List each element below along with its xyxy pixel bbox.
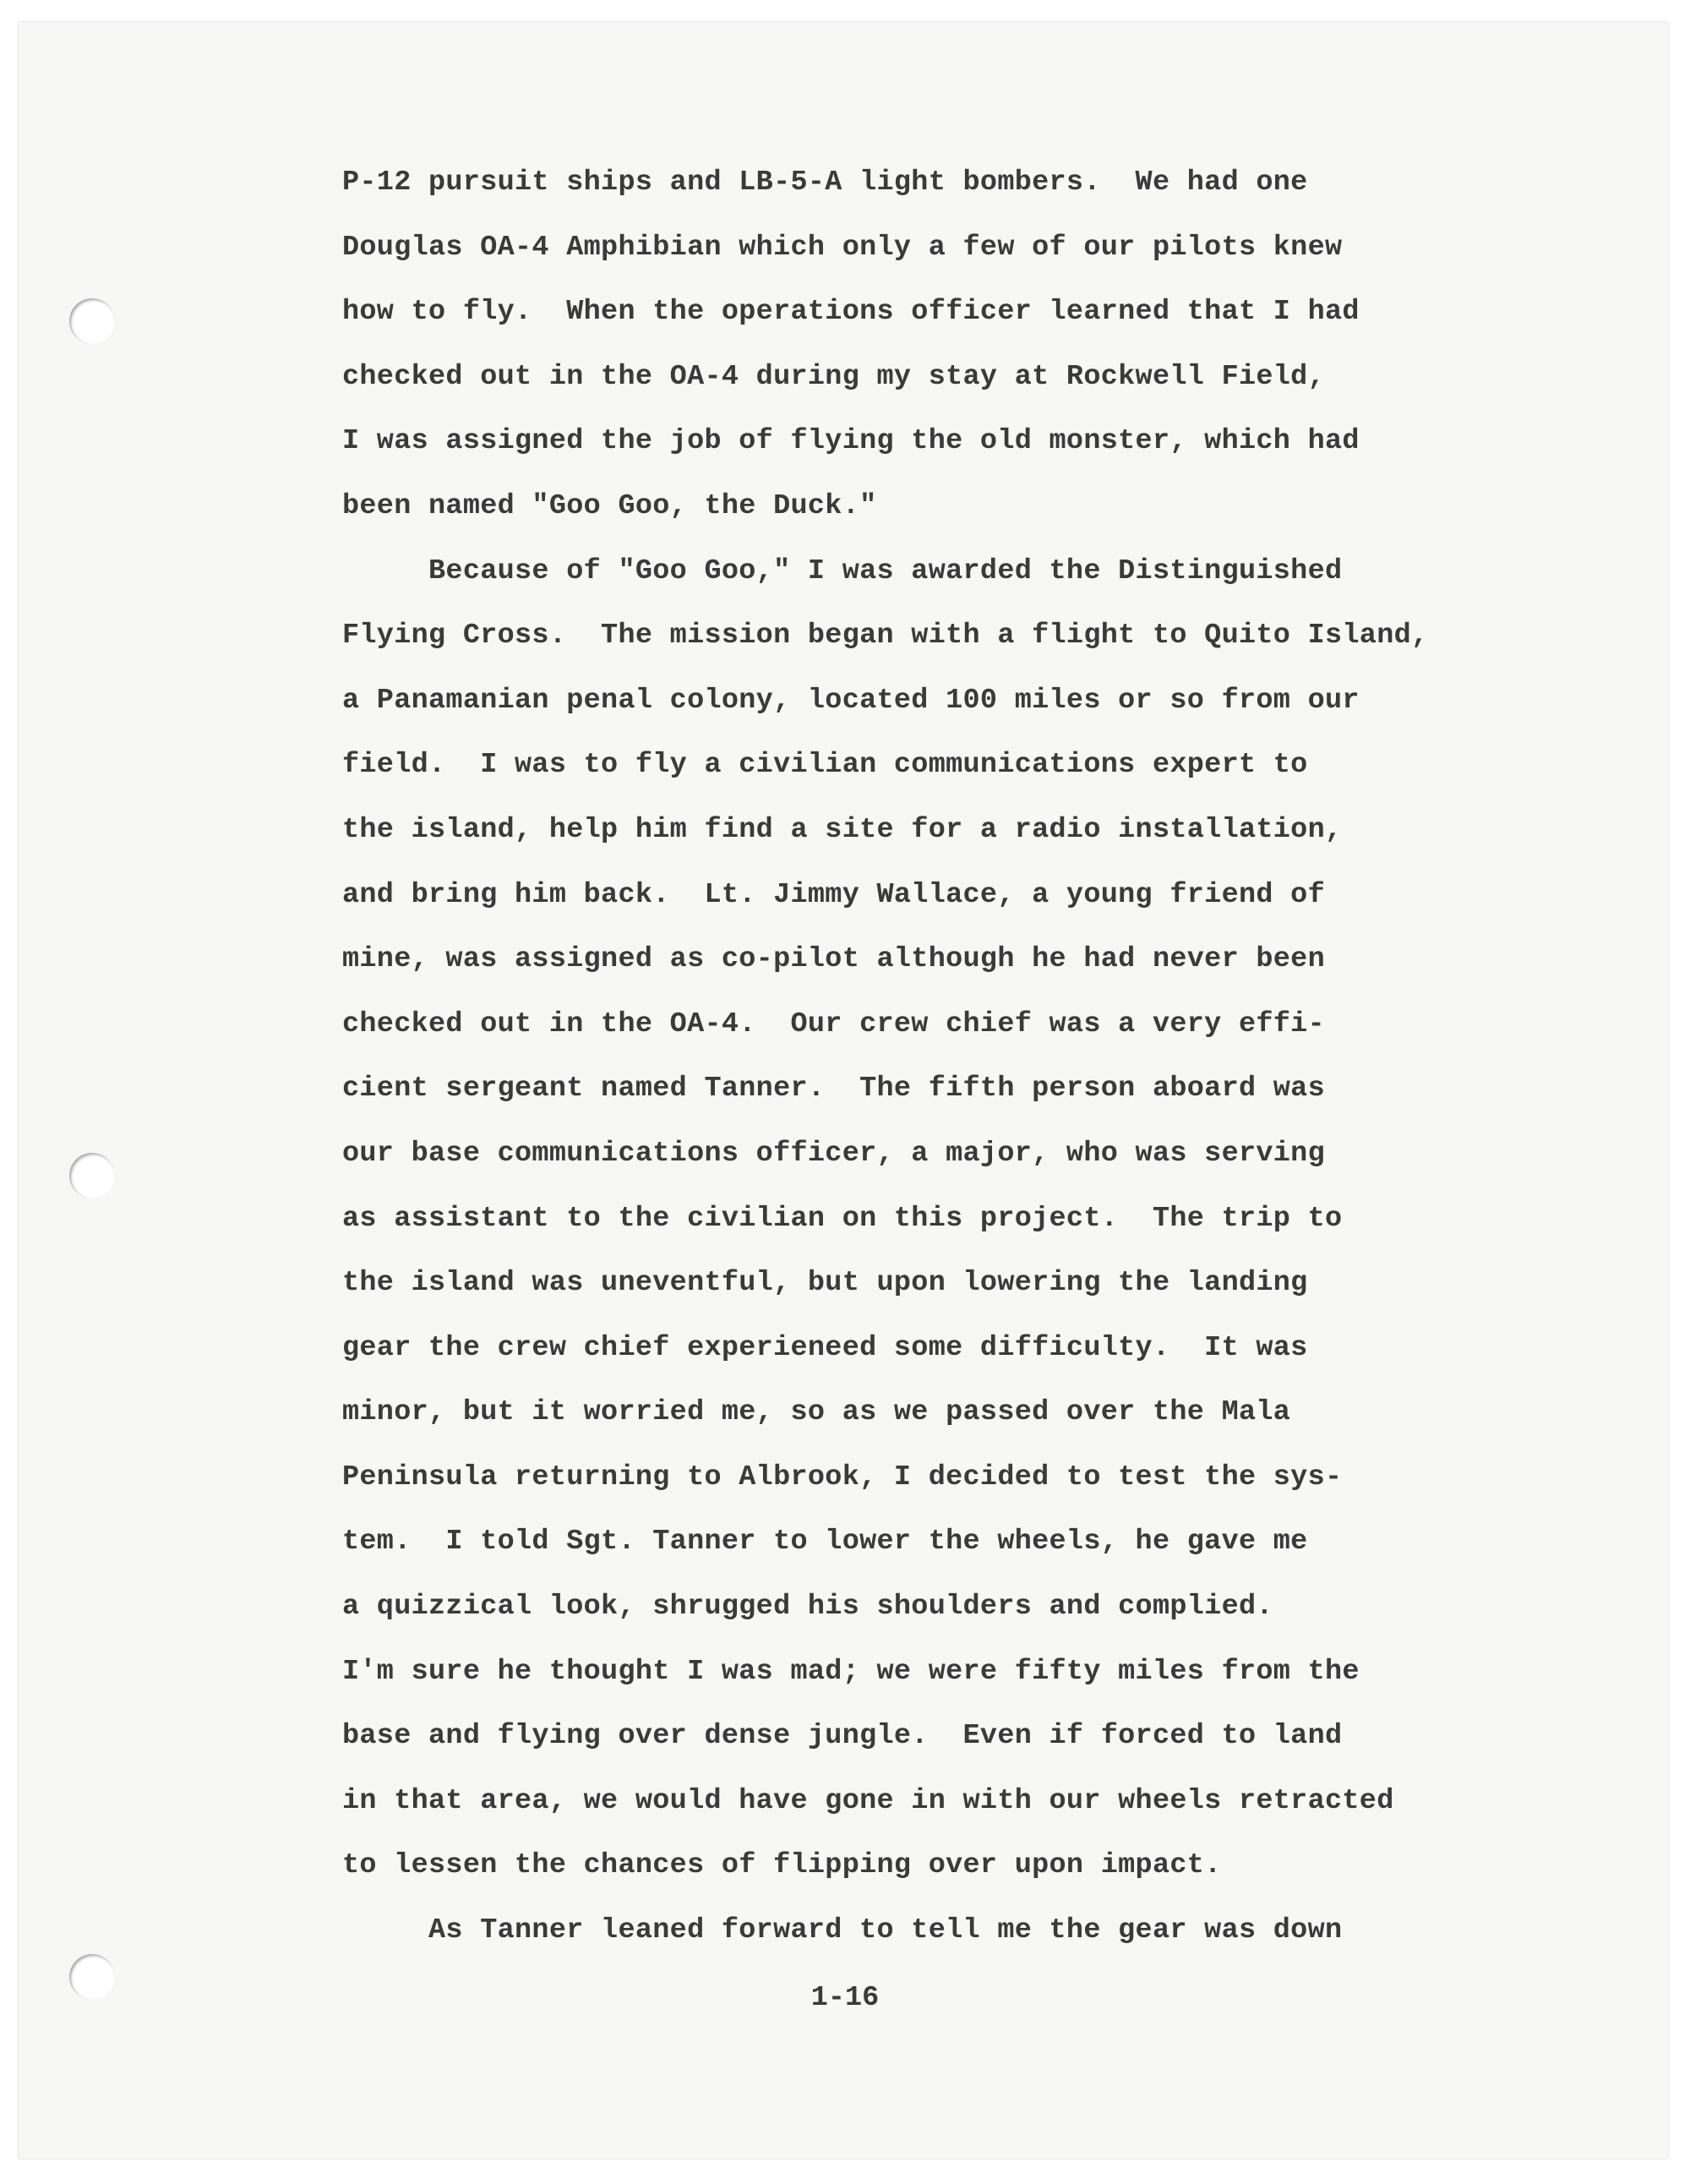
text-line: base and flying over dense jungle. Even if forced to land xyxy=(342,1720,1343,1753)
text-line: mine, was assigned as co-pilot although he had never been xyxy=(342,943,1325,976)
text-line: our base communications officer, a major, who was serving xyxy=(342,1137,1325,1170)
text-line: I was assigned the job of flying the old monster, which had xyxy=(342,425,1360,458)
text-line: been named "Goo Goo, the Duck." xyxy=(342,489,877,522)
text-line: in that area, we would have gone in with our wheels retracted xyxy=(342,1784,1394,1817)
text-line: checked out in the OA-4. Our crew chief was a very effi- xyxy=(342,1007,1325,1040)
text-line: cient sergeant named Tanner. The fifth person aboard was xyxy=(342,1073,1325,1106)
text-line: gear the crew chief experieneed some difficulty. It was xyxy=(342,1331,1308,1364)
text-line: Because of "Goo Goo," I was awarded the Distinguished xyxy=(342,554,1343,587)
text-line: a Panamanian penal colony, located 100 miles or so from our xyxy=(342,684,1360,717)
text-line: as assistant to the civilian on this project. The trip to xyxy=(342,1202,1343,1235)
text-line: Flying Cross. The mission began with a flight to Quito Island, xyxy=(342,620,1429,652)
text-line: field. I was to fly a civilian communications expert to xyxy=(342,749,1308,782)
text-line: a quizzical look, shrugged his shoulders and complied. xyxy=(342,1591,1273,1624)
page-number: 1-16 xyxy=(810,1982,880,2014)
text-line: minor, but it worried me, so as we passed over the Mala xyxy=(342,1396,1291,1429)
text-line: I'm sure he thought I was mad; we were fifty miles from the xyxy=(342,1655,1360,1688)
text-line: and bring him back. Lt. Jimmy Wallace, a young friend of xyxy=(342,878,1325,911)
punch-hole-top xyxy=(69,298,115,344)
text-line: how to fly. When the operations officer learned that I had xyxy=(342,296,1360,329)
text-line: the island, help him find a site for a radio installation, xyxy=(342,813,1343,846)
body-text xyxy=(342,150,1542,1963)
text-line: Douglas OA-4 Amphibian which only a few of our pilots knew xyxy=(342,231,1343,264)
text-line: tem. I told Sgt. Tanner to lower the wheels, he gave me xyxy=(342,1526,1308,1559)
text-line: checked out in the OA-4 during my stay at Rockwell Field, xyxy=(342,360,1325,393)
text-line: P-12 pursuit ships and LB-5-A light bombers. We had one xyxy=(342,167,1308,199)
text-line: to lessen the chances of flipping over upon impact. xyxy=(342,1849,1222,1882)
text-line: Peninsula returning to Albrook, I decided to test the sys- xyxy=(342,1461,1343,1493)
punch-hole-middle xyxy=(69,1153,115,1198)
text-line: the island was uneventful, but upon lowering the landing xyxy=(342,1267,1308,1300)
text-line: As Tanner leaned forward to tell me the gear was down xyxy=(342,1914,1343,1947)
